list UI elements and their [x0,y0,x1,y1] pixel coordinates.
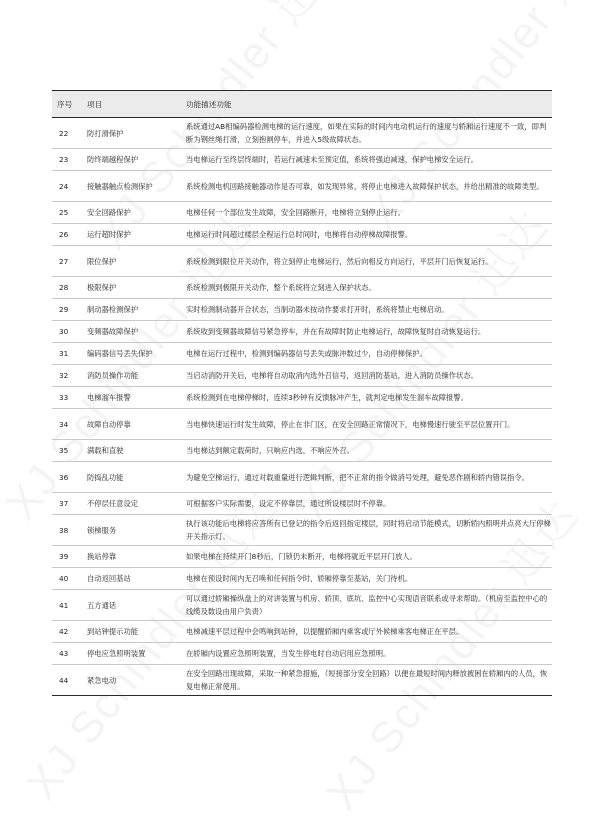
header-description: 功能描述功能 [186,99,232,109]
row-description: 电梯在预设时间内无召唤和任何指令时，轿厢停靠至基站，关门待机。 [186,574,413,583]
row-description: 为避免空梯运行，通过对载重量进行逻辑判断，把不正常的指令做消号处理，避免恶作剧和轿内错误指令。 [186,472,529,482]
table-row [52,546,552,568]
table-row [52,299,552,321]
row-description: 执行该功能后电梯将应答所有已登记的指令后返回指定楼层，同时将启动节能模式，切断轿内照明并点亮大厅停梯开关指示灯。 [186,519,551,541]
row-description: 当电梯达到额定载荷时，只响应内选，不响应外召。 [186,446,354,455]
header-no: 序号 [57,99,73,109]
row-item: 紧急电动 [87,675,117,685]
row-number: 38 [59,525,69,535]
row-item: 锁梯服务 [87,525,117,535]
row-item: 制动器检测保护 [87,305,139,314]
row-description: 如果电梯在持续开门8秒后，门锁仍未断开，电梯将就近平层开门放人。 [186,552,417,561]
row-item: 到站钟提示功能 [87,627,139,636]
table-row [52,277,552,299]
table-row [52,568,552,590]
function-table [52,90,552,696]
table-row [52,665,552,696]
row-number: 27 [59,256,69,266]
row-number: 32 [59,371,69,380]
row-item: 极限保护 [87,283,117,292]
row-number: 44 [59,675,69,685]
table-row [52,409,552,440]
row-item: 消防员操作功能 [87,371,139,380]
table-row [52,224,552,246]
row-number: 43 [59,649,69,658]
row-item: 编码器信号丢失保护 [87,349,153,358]
table-row [52,643,552,665]
row-item: 安全回路保护 [87,208,131,217]
row-description: 系统检测到在电梯停梯时，连续3秒钟有反馈脉冲产生，就判定电梯发生溜车故障报警。 [186,393,468,402]
row-item: 运行超时保护 [87,230,131,239]
row-item: 电梯溜车报警 [87,393,131,402]
row-item: 自动返回基站 [87,574,131,583]
table-row [52,118,552,149]
row-number: 22 [59,128,69,138]
row-item: 变频器故障保护 [87,327,139,336]
row-number: 25 [59,208,69,217]
row-item: 停电应急照明装置 [87,649,146,658]
row-number: 33 [59,393,69,402]
table-row [52,365,552,387]
function-table-container [52,90,552,696]
table-row [52,149,552,171]
table-row [52,246,552,277]
row-item: 限位保护 [87,256,117,266]
row-number: 30 [59,327,69,336]
table-row [52,440,552,462]
table-row [52,515,552,546]
row-number: 24 [59,181,69,191]
row-number: 39 [59,552,69,561]
row-item: 防打滑保护 [87,128,124,138]
row-description: 当电梯运行至终层终端时，若运行减速未至预定值，系统将强迫减速，保护电梯安全运行。 [186,155,478,164]
row-item: 防终端越程保护 [87,155,139,164]
row-number: 41 [59,600,69,610]
table-row [52,202,552,224]
row-description: 在轿厢内设置应急照明装置，当发生停电时自动启用应急照明。 [186,649,391,658]
row-description: 可根据客户实际需要，设定不停靠层，通过所设楼层时不停靠。 [186,499,391,508]
row-number: 36 [59,472,69,482]
table-row [52,171,552,202]
row-item: 换站停靠 [87,552,117,561]
header-item: 项目 [87,99,103,109]
row-item: 不停层任意设定 [87,499,139,508]
row-item: 接触器触点检测保护 [87,181,153,191]
table-row [52,321,552,343]
row-description: 系统检测电机回路接触器动作是否可靠，如发现异常，将停止电梯进入故障保护状态，并给出精准的故障类型。 [186,181,544,191]
table-row [52,387,552,409]
row-description: 电梯减速平层过程中会鸣响到站钟，以提醒轿厢内乘客或厅外候梯乘客电梯正在平层。 [186,627,464,636]
row-description: 电梯运行时间超过楼层全程运行总时间时，电梯将自动停梯故障报警。 [186,230,413,239]
row-number: 31 [59,349,69,358]
row-item: 防捣乱功能 [87,472,124,482]
row-description: 系统检测到限位开关动作，将立刻停止电梯运行，然后向相反方向运行，平层开门后恢复运行。 [186,256,493,266]
row-item: 满载和直驶 [87,446,124,455]
row-number: 37 [59,499,69,508]
table-row [52,462,552,493]
row-description: 系统收到变频器故障信号紧急停车，并在有故障时防止电梯运行，故障恢复时自动恢复运行。 [186,327,486,336]
row-description: 当启动消防开关后，电梯将自动取消内选外召信号，返回消防基站，进入消防员操作状态。 [186,371,478,380]
row-description: 系统检测到极限开关动作，整个系统将立刻进入保护状态。 [186,283,376,292]
row-number: 40 [59,574,69,583]
row-number: 28 [59,283,69,292]
table-row [52,493,552,515]
row-number: 26 [59,230,69,239]
row-number: 42 [59,627,69,636]
row-description: 当电梯快速运行时发生故障，停止在非门区，在安全回路正常情况下，电梯慢速行驶至平层位置开门。 [186,419,515,429]
table-row [52,590,552,621]
row-number: 34 [59,419,69,429]
row-number: 35 [59,446,69,455]
row-description: 系统通过AB相编码器检测电梯的运行速度，如果在实际的时间内电动机运行的速度与轿厢运行速度不一致，即判断为钢丝绳打滑，立刻抱闸停车，并进入5级故障状态。 [186,122,547,144]
row-item: 故障自动停靠 [87,419,131,429]
table-row [52,621,552,643]
table-header-row [52,91,552,118]
table-row [52,343,552,365]
row-description: 电梯任何一个部位发生故障，安全回路断开，电梯将立刻停止运行。 [186,208,405,217]
row-number: 29 [59,305,69,314]
row-item: 五方通话 [87,600,117,610]
row-description: 实时检测制动器开合状态，当制动器未按动作要求打开时，系统将禁止电梯启动。 [186,305,449,314]
row-description: 可以通过轿厢操纵盘上的对讲装置与机房、轿顶、底坑、监控中心实现语音联系或寻求帮助。（机房至监控中心的线缆及数设由用户负责） [186,594,548,616]
row-description: 电梯在运行过程中，检测到编码器信号丢失或脉冲数过少，自动停梯保护。 [186,349,427,358]
row-description: 在安全回路出现故障，采取一种紧急措施，（短接部分安全回路）以便在最短时间内释放被困在轿厢内的人员，恢复电梯正常使用。 [186,669,548,691]
row-number: 23 [59,155,69,164]
